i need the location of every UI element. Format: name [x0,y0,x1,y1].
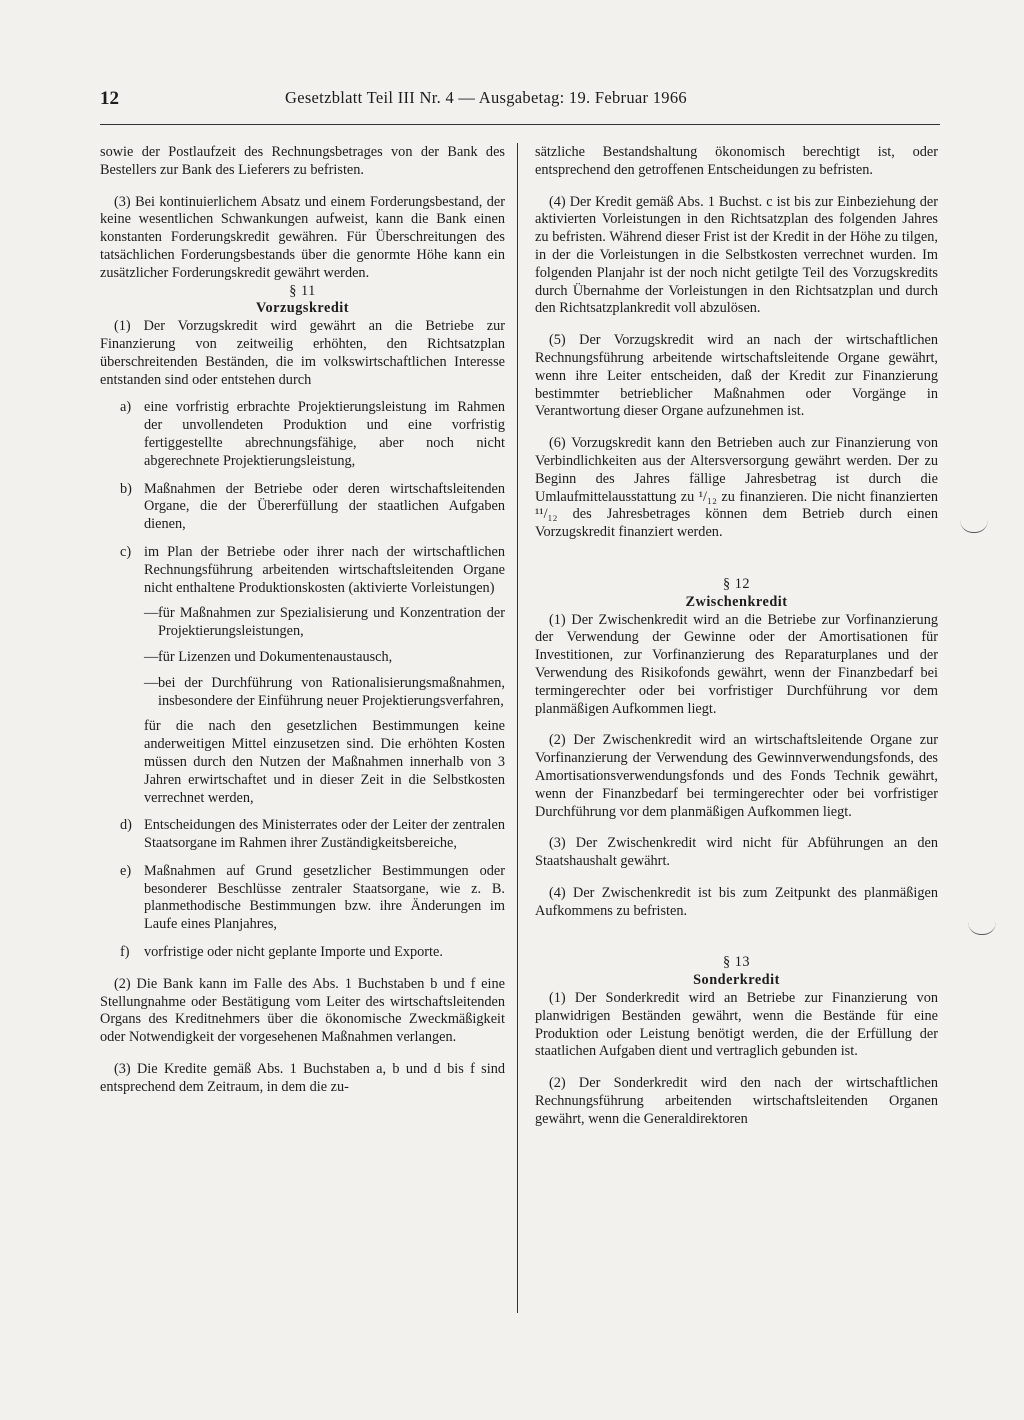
paragraph-continuation: sätzliche Bestandshaltung ökonomisch berechtigt ist, oder entsprechend den getroffenen Entscheidungen zu befristen. [535,144,938,178]
section-12-paragraph-1: (1) Der Zwischenkredit wird an die Betriebe zur Vorfinanzierung der Verwendung der Gewinne oder der Amortisationen für Investitionen, zur Vorfinanzierung des Reparaturplanes und der Verwendung des Risikofonds gewährt, wenn der Finanzbedarf bei termingerechter oder bei vorfristiger Durchführung vor dem planmäßigen Aufkommen liegt. [535,611,938,717]
list-label-d: d) [120,817,132,834]
section-11-paragraph-2: (2) Die Bank kann im Falle des Abs. 1 Buchstaben b und f eine Stellungnahme oder Bestätigung vom Leiter des wirtschaftsleitenden Organs des Kreditnehmers über die ökonomische Zweckmäßigkeit oder Notwendigkeit der vorgesehenen Maßnahmen verlangen. [100,975,505,1046]
section-11-paragraph-4: (4) Der Kredit gemäß Abs. 1 Buchst. c ist bis zur Einbeziehung der aktivierten Vorleistungen in den Richtsatzplan des folgenden Jahres zu befristen. Während dieser Frist ist der Kredit in der Höhe zu tilgen, in der die Vorleistungen in die Selbstkosten verrechnet wurden. Im folgenden Planjahr ist der noch nicht getilgte Teil des Vorzugskredits durch Übernahme der Vorleistungen in den Richtsatzplan und durch den Richtsatzplankredit voll abzulösen. [535,193,938,317]
section-12-paragraph-4: (4) Der Zwischenkredit ist bis zum Zeitpunkt des planmäßigen Aufkommens zu befristen. [535,884,938,919]
section-12-paragraph-3: (3) Der Zwischenkredit wird nicht für Abführungen an den Staatshaushalt gewährt. [535,835,938,870]
list-text-c: im Plan der Betriebe oder ihrer nach der wirtschaftlichen Rechnungsführung arbeitenden wirtschaftsleitenden Organe nicht enthaltene Produktionskosten (aktivierte Vorleistungen) [144,543,505,596]
list-label-f: f) [120,944,130,961]
section-13-title: Sonderkredit [693,972,780,989]
list-item-b [100,481,505,534]
dash-symbol: — [144,648,159,665]
section-12-title: Zwischenkredit [685,593,788,610]
list-item-d [100,817,505,853]
dash-text-3: bei der Durchführung von Rationalisierungsmaßnahmen, insbesondere der Einführung neuer Projektierungsverfahren, [158,674,505,709]
dash-item-1 [100,605,505,641]
list-text-e: Maßnahmen auf Grund gesetzlicher Bestimmungen oder besonderer Beschlüsse zentraler Staatsorgane, wie z. B. planmethodische Bestimmungen bzw. ihre Änderungen im Laufe eines Planjahres, [144,862,505,933]
list-item-c-continuation [100,718,505,807]
margin-mark [960,520,988,533]
section-12-paragraph-2: (2) Der Zwischenkredit wird an wirtschaftsleitende Organe zur Vorfinanzierung der Verwendung des Gewinnverwendungsfonds, des Amortisationsverwendungsfonds und des Fonds Technik gewährt, wenn der Finanzbedarf bei termingerechter oder bei vorfristiger Durchführung vor dem planmäßigen Aufkommen liegt. [535,732,938,820]
section-11-title: Vorzugskredit [255,300,350,317]
section-13-paragraph-2: (2) Der Sonderkredit wird den nach der wirtschaftlichen Rechnungsführung arbeitenden wirtschaftsleitenden Organen gewährt, wenn die Generaldirektoren [535,1075,938,1127]
list-text-b: Maßnahmen der Betriebe oder deren wirtschaftsleitenden Organe, die der Übererfüllung der staatlichen Aufgaben dienen, [144,480,505,533]
section-11-paragraph-3: (3) Die Kredite gemäß Abs. 1 Buchstaben a, b und d bis f sind entsprechend dem Zeitraum, in dem die zu- [100,1061,505,1095]
header-rule [100,124,940,125]
section-13-number: § 13 [722,954,751,971]
dash-item-3 [100,675,505,711]
list-text-a: eine vorfristig erbrachte Projektierungsleistung im Rahmen der unvollendeten Produktion und eine vorfristig fertiggestellte abrechnungsfähige, aber noch nicht abgerechnete Projektierungsleistung, [144,399,505,469]
section-12-number: § 12 [722,575,751,592]
list-text-f: vorfristige oder nicht geplante Importe und Exporte. [144,944,443,961]
list-label-b: b) [120,480,132,497]
list-text-d: Entscheidungen des Ministerrates oder der Leiter der zentralen Staatsorgane im Rahmen ihrer Zuständigkeitsbereiche, [144,817,505,852]
section-11-paragraph-6: (6) Vorzugskredit kann den Betrieben auch zur Finanzierung von Verbindlichkeiten aus der Altersversorgung gewährt werden. Der zu Beginn des Jahres fällige Jahresbetrag ist durch die Umlaufmittelausstattung zu ¹/₁₂ zu finanzieren. Die nicht finanzierten ¹¹/₁₂ des Jahresbetrages können dem Betrieb durch einen Vorzugskredit finanziert werden. [535,435,938,541]
list-label-c: c) [120,543,132,560]
dash-text-1: für Maßnahmen zur Spezialisierung und Konzentration der Projektierungsleistungen, [158,605,505,640]
section-11-number: § 11 [289,282,316,299]
running-head: Gesetzblatt Teil III Nr. 4 — Ausgabetag: 19. Februar 1966 [285,88,687,107]
dash-text-2: für Lizenzen und Dokumentenaustausch, [158,648,393,665]
dash-item-2 [100,649,505,667]
dash-symbol: — [144,605,159,622]
list-item-a [100,399,505,470]
page-header [100,88,940,118]
section-11-paragraph-1: (1) Der Vorzugskredit wird gewährt an die Betriebe zur Finanzierung von zeitweilig erhöhten, den Richtsatzplan überschreitenden Beständen, die im volkswirtschaftlichen Interesse entstanden sind oder entstehen durch [100,318,505,388]
section-11-paragraph-5: (5) Der Vorzugskredit wird an nach der wirtschaftlichen Rechnungsführung arbeitende wirtschaftsleitende Organe gewährt, wenn ihre Leiter entscheiden, daß der Kredit zur Finanzierung bestimmter betrieblicher Maßnahmen oder Vorgänge in Verantwortung dieser Organe aufzunehmen ist. [535,332,938,420]
page-number: 12 [100,88,119,109]
dash-symbol: — [144,674,159,691]
list-text-c-continuation: für die nach den gesetzlichen Bestimmungen keine anderweitigen Mittel einzusetzen sind. Die erhöhten Kosten müssen durch den Nutzen der Maßnahmen innerhalb von 3 Jahren erwirtschaftet und in dieser Zeit in die Selbstkosten verrechnet werden, [144,718,505,806]
column-divider [517,143,518,1313]
list-label-e: e) [120,862,132,879]
paragraph-intro: sowie der Postlaufzeit des Rechnungsbetrages von der Bank des Bestellers zur Bank des Lieferers zu befristen. [100,144,505,178]
section-13-paragraph-1: (1) Der Sonderkredit wird an Betriebe zur Finanzierung von planwidrigen Beständen gewährt, wenn die Bestände für eine Produktion oder Leistung benötigt werden, die der Erfüllung der staatlichen Aufgaben dient und vertraglich gebunden ist. [535,990,938,1060]
paragraph-3: (3) Bei kontinuierlichem Absatz und einem Forderungsbestand, der keine wesentlichen Schwankungen aufweist, kann die Bank einen konstanten Forderungskredit gewähren. Für Überschreitungen des tatsächlichen Forderungsbestands über die genormte Höhe kann ein zusätzlicher Forderungskredit gewährt werden. [100,193,505,281]
list-item-e [100,863,505,934]
margin-mark [968,922,996,935]
right-column [535,144,938,1129]
list-item-c [100,544,505,597]
list-item-f [100,944,505,962]
list-label-a: a) [120,399,132,416]
left-column [100,144,505,1097]
